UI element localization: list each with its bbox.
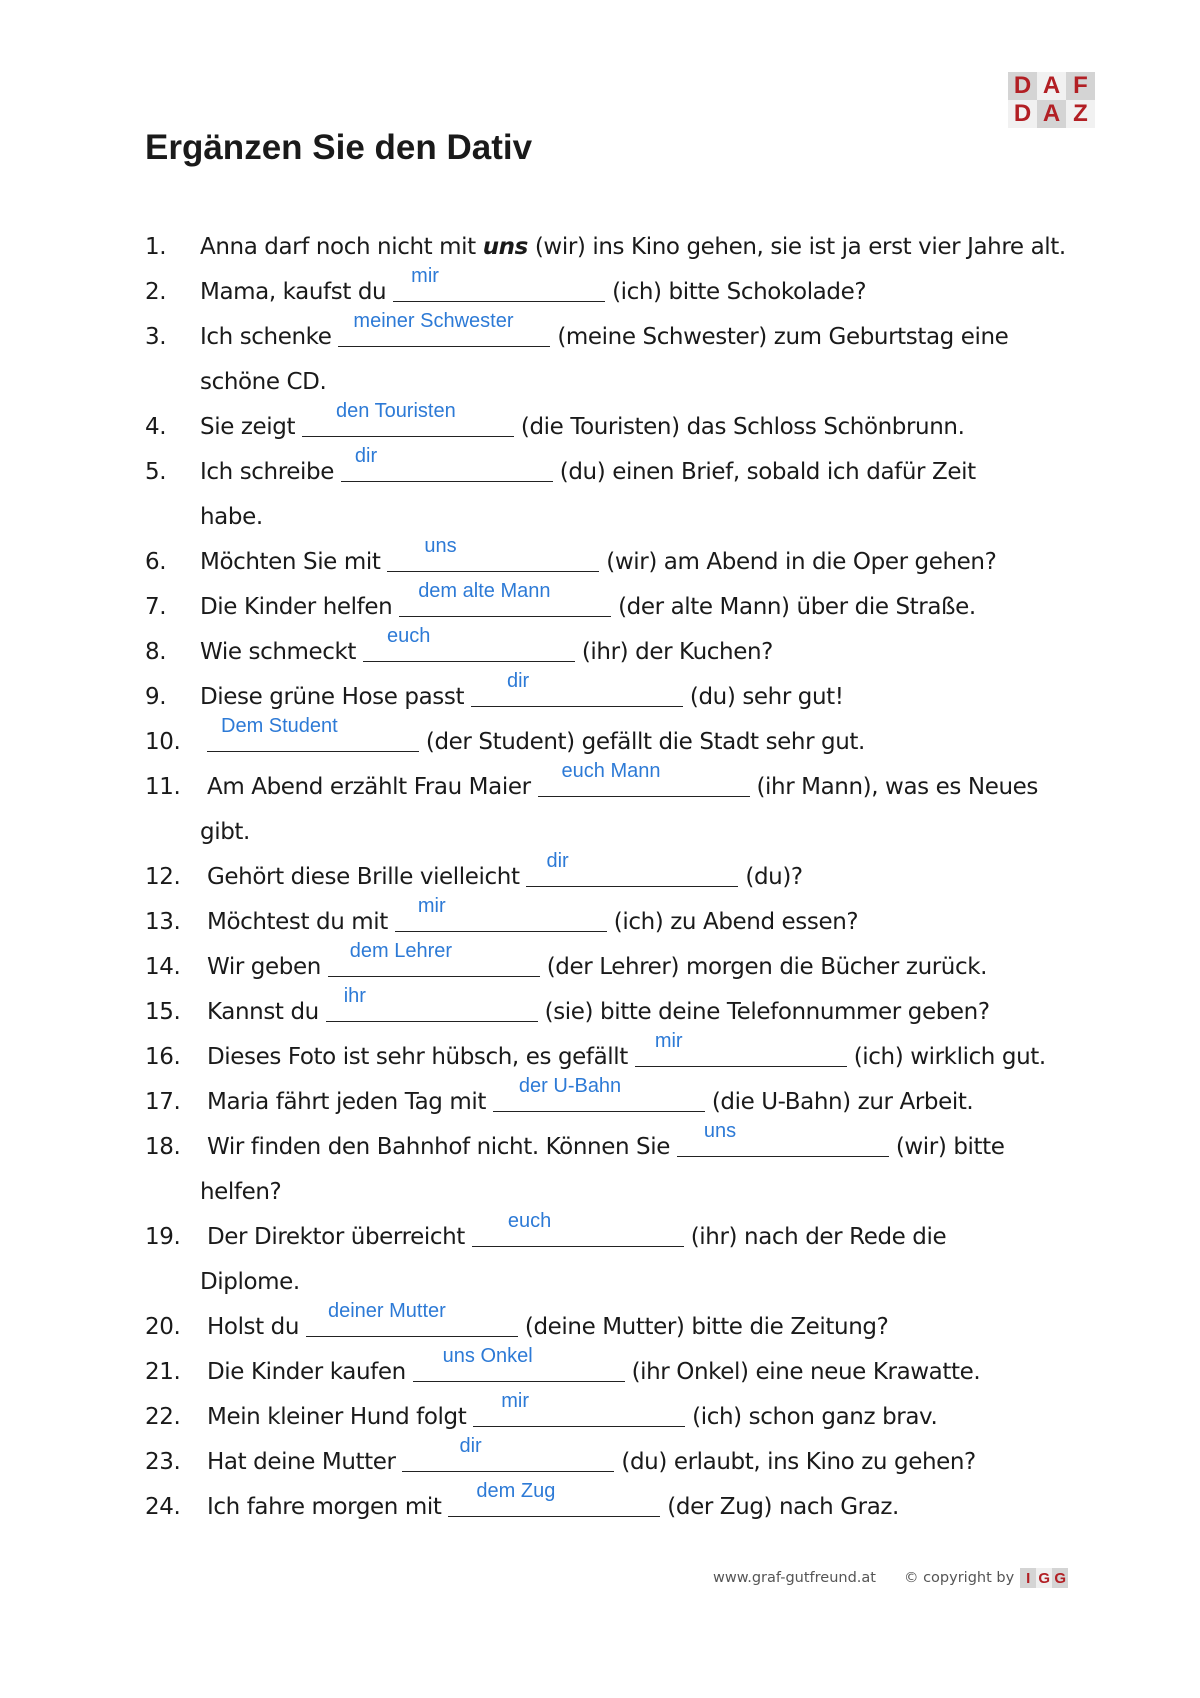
- exercise-text: [207, 1435, 976, 1475]
- exercise-text: [207, 1030, 1046, 1070]
- example-answer: uns: [482, 234, 528, 260]
- answer-blank[interactable]: [471, 670, 683, 704]
- sentence-start: Der Direktor überreicht: [207, 1224, 472, 1250]
- filled-answer: mir: [654, 1030, 683, 1052]
- sentence-end: (wir) bitte: [888, 1134, 1005, 1160]
- exercise-text: [207, 850, 803, 890]
- exercise-continuation: helfen?: [200, 1179, 282, 1205]
- exercise-text: [200, 580, 976, 620]
- sentence-start: Ich fahre morgen mit: [207, 1494, 449, 1520]
- sentence-start: Diese grüne Hose passt: [200, 684, 471, 710]
- answer-blank[interactable]: [341, 445, 553, 479]
- logo-letter: A: [1037, 100, 1066, 128]
- exercise-item: [145, 1300, 1105, 1350]
- sentence-end: (ihr Mann), was es Neues: [749, 774, 1038, 800]
- filled-answer: den Touristen: [336, 400, 456, 422]
- sentence-end: (deine Mutter) bitte die Zeitung?: [517, 1314, 889, 1340]
- igg-letter: I: [1020, 1568, 1036, 1588]
- exercise-number: 24.: [145, 1494, 181, 1520]
- exercise-continuation: habe.: [200, 504, 263, 530]
- filled-answer: mir: [411, 265, 439, 287]
- exercise-item: [145, 1345, 1105, 1395]
- exercise-number: 2.: [145, 279, 167, 305]
- exercise-item: [145, 1435, 1105, 1485]
- sentence-start: Sie zeigt: [200, 414, 302, 440]
- answer-blank[interactable]: [538, 760, 750, 794]
- answer-blank[interactable]: [387, 535, 599, 569]
- filled-answer: dem alte Mann: [418, 580, 551, 602]
- exercise-text: [207, 715, 865, 755]
- filled-answer: dir: [506, 670, 530, 692]
- sentence-start: Mein kleiner Hund folgt: [207, 1404, 474, 1430]
- sentence-start: Holst du: [207, 1314, 306, 1340]
- filled-answer: mir: [501, 1390, 530, 1412]
- answer-blank[interactable]: [472, 1210, 684, 1244]
- sentence-start: Mama, kaufst du: [200, 279, 394, 305]
- exercise-number: 1.: [145, 234, 167, 260]
- exercise-item: [145, 310, 1105, 360]
- exercise-item: [145, 850, 1105, 900]
- filled-answer: euch Mann: [561, 760, 661, 782]
- exercise-text: [207, 1345, 981, 1385]
- sentence-end: (sie) bitte deine Telefonnummer geben?: [537, 999, 990, 1025]
- igg-logo: [1020, 1568, 1068, 1588]
- exercise-text: [207, 1300, 889, 1340]
- exercise-item: [145, 1480, 1105, 1530]
- sentence-end: (ich) schon ganz brav.: [685, 1404, 938, 1430]
- sentence-end: (du) erlaubt, ins Kino zu gehen?: [614, 1449, 976, 1475]
- exercise-list: [145, 225, 1105, 1530]
- page-title: Ergänzen Sie den Dativ: [145, 128, 533, 167]
- answer-blank[interactable]: [413, 1345, 625, 1379]
- exercise-number: 23.: [145, 1449, 181, 1475]
- sentence-start: Kannst du: [207, 999, 326, 1025]
- exercise-item: [145, 1030, 1105, 1080]
- sentence-start: Maria fährt jeden Tag mit: [207, 1089, 493, 1115]
- sentence-end: (wir) ins Kino gehen, sie ist ja erst vier Jahre alt.: [527, 234, 1066, 260]
- exercise-number: 15.: [145, 999, 181, 1025]
- exercise-number: 18.: [145, 1134, 181, 1160]
- exercise-item: [145, 760, 1105, 810]
- logo-letter: A: [1037, 72, 1066, 100]
- filled-answer: dir: [546, 850, 569, 872]
- exercise-item: [145, 535, 1105, 585]
- sentence-start: Möchtest du mit: [207, 909, 395, 935]
- sentence-end: (der Lehrer) morgen die Bücher zurück.: [539, 954, 988, 980]
- filled-answer: euch: [386, 625, 431, 647]
- sentence-end: (du) einen Brief, sobald ich dafür Zeit: [552, 459, 976, 485]
- exercise-item: [145, 265, 1105, 315]
- exercise-number: 14.: [145, 954, 181, 980]
- sentence-end: (ihr) nach der Rede die: [683, 1224, 947, 1250]
- logo-letter: F: [1066, 72, 1095, 100]
- filled-answer: dem Zug: [476, 1480, 556, 1502]
- answer-blank[interactable]: [302, 400, 514, 434]
- exercise-text: [200, 265, 867, 305]
- exercise-text: [207, 940, 988, 980]
- filled-answer: uns: [703, 1120, 737, 1142]
- sentence-end: (ich) bitte Schokolade?: [605, 279, 867, 305]
- sentence-start: Wie schmeckt: [200, 639, 363, 665]
- answer-blank[interactable]: [328, 940, 540, 974]
- sentence-start: Wir geben: [207, 954, 328, 980]
- exercise-item: [145, 1120, 1105, 1170]
- exercise-text: [207, 1075, 974, 1115]
- sentence-end: (der Zug) nach Graz.: [660, 1494, 899, 1520]
- sentence-start: Die Kinder helfen: [200, 594, 400, 620]
- answer-blank[interactable]: [393, 265, 605, 299]
- exercise-item: [145, 400, 1105, 450]
- sentence-end: (meine Schwester) zum Geburtstag eine: [550, 324, 1009, 350]
- filled-answer: uns: [424, 535, 457, 557]
- sentence-start: Ich schenke: [200, 324, 339, 350]
- filled-answer: deiner Mutter: [327, 1300, 446, 1322]
- logo-letter: D: [1008, 100, 1037, 128]
- answer-blank[interactable]: [207, 715, 419, 749]
- answer-blank[interactable]: [526, 850, 738, 884]
- exercise-text: [207, 1120, 1005, 1160]
- exercise-item: [145, 445, 1105, 495]
- filled-answer: meiner Schwester: [353, 310, 514, 332]
- sentence-end: (wir) am Abend in die Oper gehen?: [599, 549, 997, 575]
- dafdaz-logo: [1008, 72, 1095, 128]
- exercise-text: [200, 234, 1066, 260]
- answer-blank[interactable]: [395, 895, 607, 929]
- exercise-continuation: Diplome.: [200, 1269, 300, 1295]
- sentence-end: (ich) zu Abend essen?: [606, 909, 859, 935]
- filled-answer: uns Onkel: [442, 1345, 533, 1367]
- sentence-start: Am Abend erzählt Frau Maier: [207, 774, 538, 800]
- exercise-text: [207, 760, 1038, 800]
- exercise-number: 4.: [145, 414, 167, 440]
- exercise-item: [145, 985, 1105, 1035]
- exercise-number: 13.: [145, 909, 181, 935]
- sentence-end: (die Touristen) das Schloss Schönbrunn.: [514, 414, 965, 440]
- answer-blank[interactable]: [306, 1300, 518, 1334]
- exercise-number: 8.: [145, 639, 167, 665]
- filled-answer: Dem Student: [221, 715, 338, 737]
- answer-blank[interactable]: [473, 1390, 685, 1424]
- answer-blank[interactable]: [402, 1435, 614, 1469]
- exercise-text: [207, 985, 990, 1025]
- answer-blank[interactable]: [363, 625, 575, 659]
- exercise-continuation: gibt.: [200, 819, 250, 845]
- exercise-text: [207, 1210, 947, 1250]
- exercise-number: 5.: [145, 459, 167, 485]
- exercise-item: [145, 625, 1105, 675]
- logo-letter: D: [1008, 72, 1037, 100]
- exercise-number: 6.: [145, 549, 167, 575]
- answer-blank[interactable]: [399, 580, 611, 614]
- exercise-item: [145, 580, 1105, 630]
- answer-blank[interactable]: [448, 1480, 660, 1514]
- exercise-number: 9.: [145, 684, 167, 710]
- answer-blank[interactable]: [493, 1075, 705, 1109]
- filled-answer: der U-Bahn: [518, 1075, 622, 1097]
- filled-answer: mir: [417, 895, 446, 917]
- footer-url[interactable]: www.graf-gutfreund.at: [713, 1570, 876, 1586]
- exercise-text: [207, 895, 859, 935]
- sentence-start: Dieses Foto ist sehr hübsch, es gefällt: [207, 1044, 635, 1070]
- exercise-item: [145, 1075, 1105, 1125]
- exercise-number: 22.: [145, 1404, 181, 1430]
- exercise-number: 3.: [145, 324, 167, 350]
- exercise-text: [200, 625, 773, 665]
- exercise-text: [200, 535, 997, 575]
- filled-answer: dir: [459, 1435, 482, 1457]
- filled-answer: dem Lehrer: [349, 940, 453, 962]
- exercise-continuation: schöne CD.: [200, 369, 327, 395]
- filled-answer: ihr: [343, 985, 366, 1007]
- exercise-number: 7.: [145, 594, 167, 620]
- answer-blank[interactable]: [326, 985, 538, 1019]
- sentence-end: (ihr) der Kuchen?: [574, 639, 773, 665]
- logo-letter: Z: [1066, 100, 1095, 128]
- exercise-number: 16.: [145, 1044, 181, 1070]
- exercise-text: [200, 445, 976, 485]
- sentence-end: (du)?: [738, 864, 803, 890]
- igg-letter: G: [1036, 1568, 1052, 1588]
- footer: [713, 1568, 1068, 1588]
- sentence-start: Gehört diese Brille vielleicht: [207, 864, 527, 890]
- footer-copyright: © copyright by: [903, 1570, 1015, 1586]
- answer-blank[interactable]: [338, 310, 550, 344]
- sentence-start: Möchten Sie mit: [200, 549, 388, 575]
- igg-letter: G: [1052, 1568, 1068, 1588]
- exercise-item: [145, 895, 1105, 945]
- exercise-number: 12.: [145, 864, 181, 890]
- exercise-item: [145, 225, 1105, 270]
- answer-blank[interactable]: [635, 1030, 847, 1064]
- filled-answer: dir: [354, 445, 378, 467]
- exercise-item: [145, 1390, 1105, 1440]
- exercise-number: 21.: [145, 1359, 181, 1385]
- sentence-end: (die U-Bahn) zur Arbeit.: [704, 1089, 974, 1115]
- sentence-start: Ich schreibe: [200, 459, 341, 485]
- exercise-text: [200, 400, 965, 440]
- exercise-text: [207, 1480, 899, 1520]
- exercise-number: 20.: [145, 1314, 181, 1340]
- exercise-number: 10.: [145, 729, 181, 755]
- sentence-end: (ich) wirklich gut.: [846, 1044, 1046, 1070]
- answer-blank[interactable]: [677, 1120, 889, 1154]
- sentence-start: Die Kinder kaufen: [207, 1359, 413, 1385]
- exercise-number: 19.: [145, 1224, 181, 1250]
- sentence-start: Hat deine Mutter: [207, 1449, 403, 1475]
- exercise-item: [145, 940, 1105, 990]
- exercise-text: [207, 1390, 938, 1430]
- sentence-end: (der alte Mann) über die Straße.: [611, 594, 976, 620]
- sentence-end: (der Student) gefällt die Stadt sehr gut.: [419, 729, 865, 755]
- sentence-end: (ihr Onkel) eine neue Krawatte.: [624, 1359, 981, 1385]
- exercise-text: [200, 310, 1009, 350]
- exercise-item: [145, 1210, 1105, 1260]
- sentence-start: Wir finden den Bahnhof nicht. Können Sie: [207, 1134, 677, 1160]
- filled-answer: euch: [507, 1210, 552, 1232]
- sentence-end: (du) sehr gut!: [682, 684, 844, 710]
- sentence-start: Anna darf noch nicht mit: [200, 234, 483, 260]
- exercise-number: 17.: [145, 1089, 181, 1115]
- exercise-number: 11.: [145, 774, 181, 800]
